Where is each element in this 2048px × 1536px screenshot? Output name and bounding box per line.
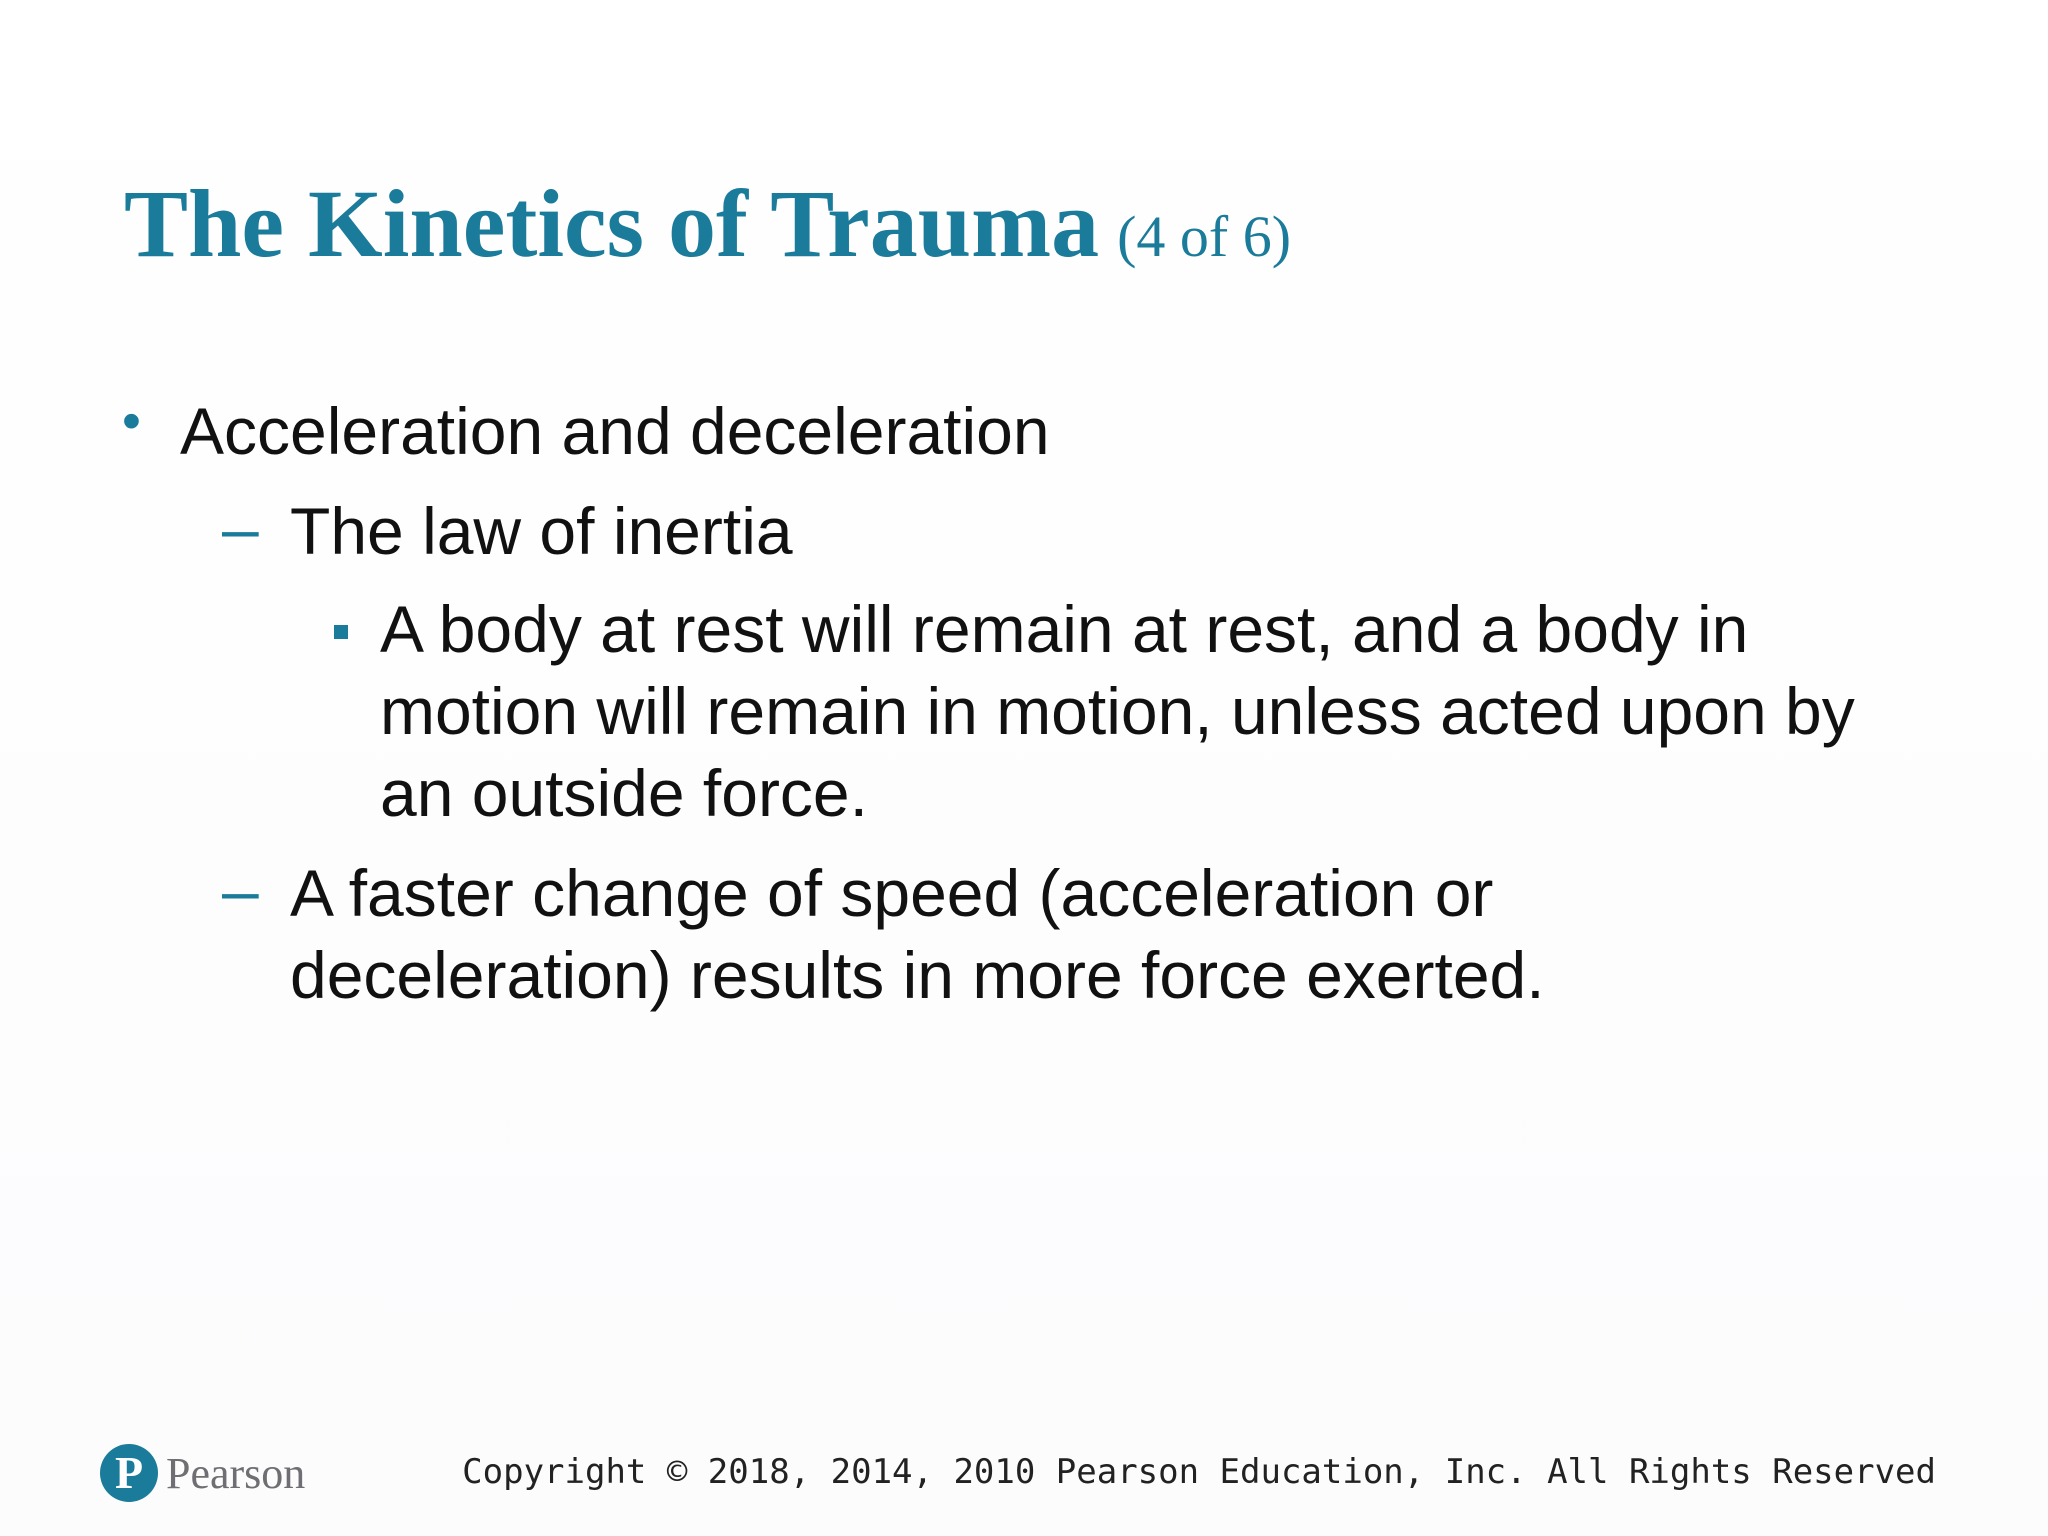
copyright-notice: Copyright © 2018, 2014, 2010 Pearson Education, Inc. All Rights Reserved	[462, 1452, 1936, 1492]
bullet-dot-icon: •	[122, 391, 141, 451]
dash-bullet-icon: –	[222, 853, 259, 927]
bullet-level2-text: The law of inertia	[290, 494, 793, 568]
bullet-level2-line: deceleration) results in more force exerted.	[290, 938, 1545, 1012]
pearson-logo-text: Pearson	[166, 1448, 306, 1498]
bullet-level1-text: Acceleration and deceleration	[180, 394, 1050, 468]
bullet-level3-line: A body at rest will remain at rest, and a body in	[380, 592, 1749, 666]
square-bullet-icon	[334, 625, 348, 639]
bullet-level3-line: motion will remain in motion, unless acted upon by	[380, 674, 1855, 748]
dash-bullet-icon: –	[222, 491, 259, 565]
title-main: The Kinetics of Trauma	[124, 170, 1100, 277]
pearson-logo	[100, 1440, 305, 1506]
bullet-level2-line: A faster change of speed (acceleration or	[290, 856, 1494, 930]
pearson-logo-icon: P	[100, 1444, 158, 1502]
bullet-level3-line: an outside force.	[380, 756, 868, 830]
title-page-indicator: (4 of 6)	[1117, 204, 1292, 269]
slide-title	[124, 168, 1291, 279]
